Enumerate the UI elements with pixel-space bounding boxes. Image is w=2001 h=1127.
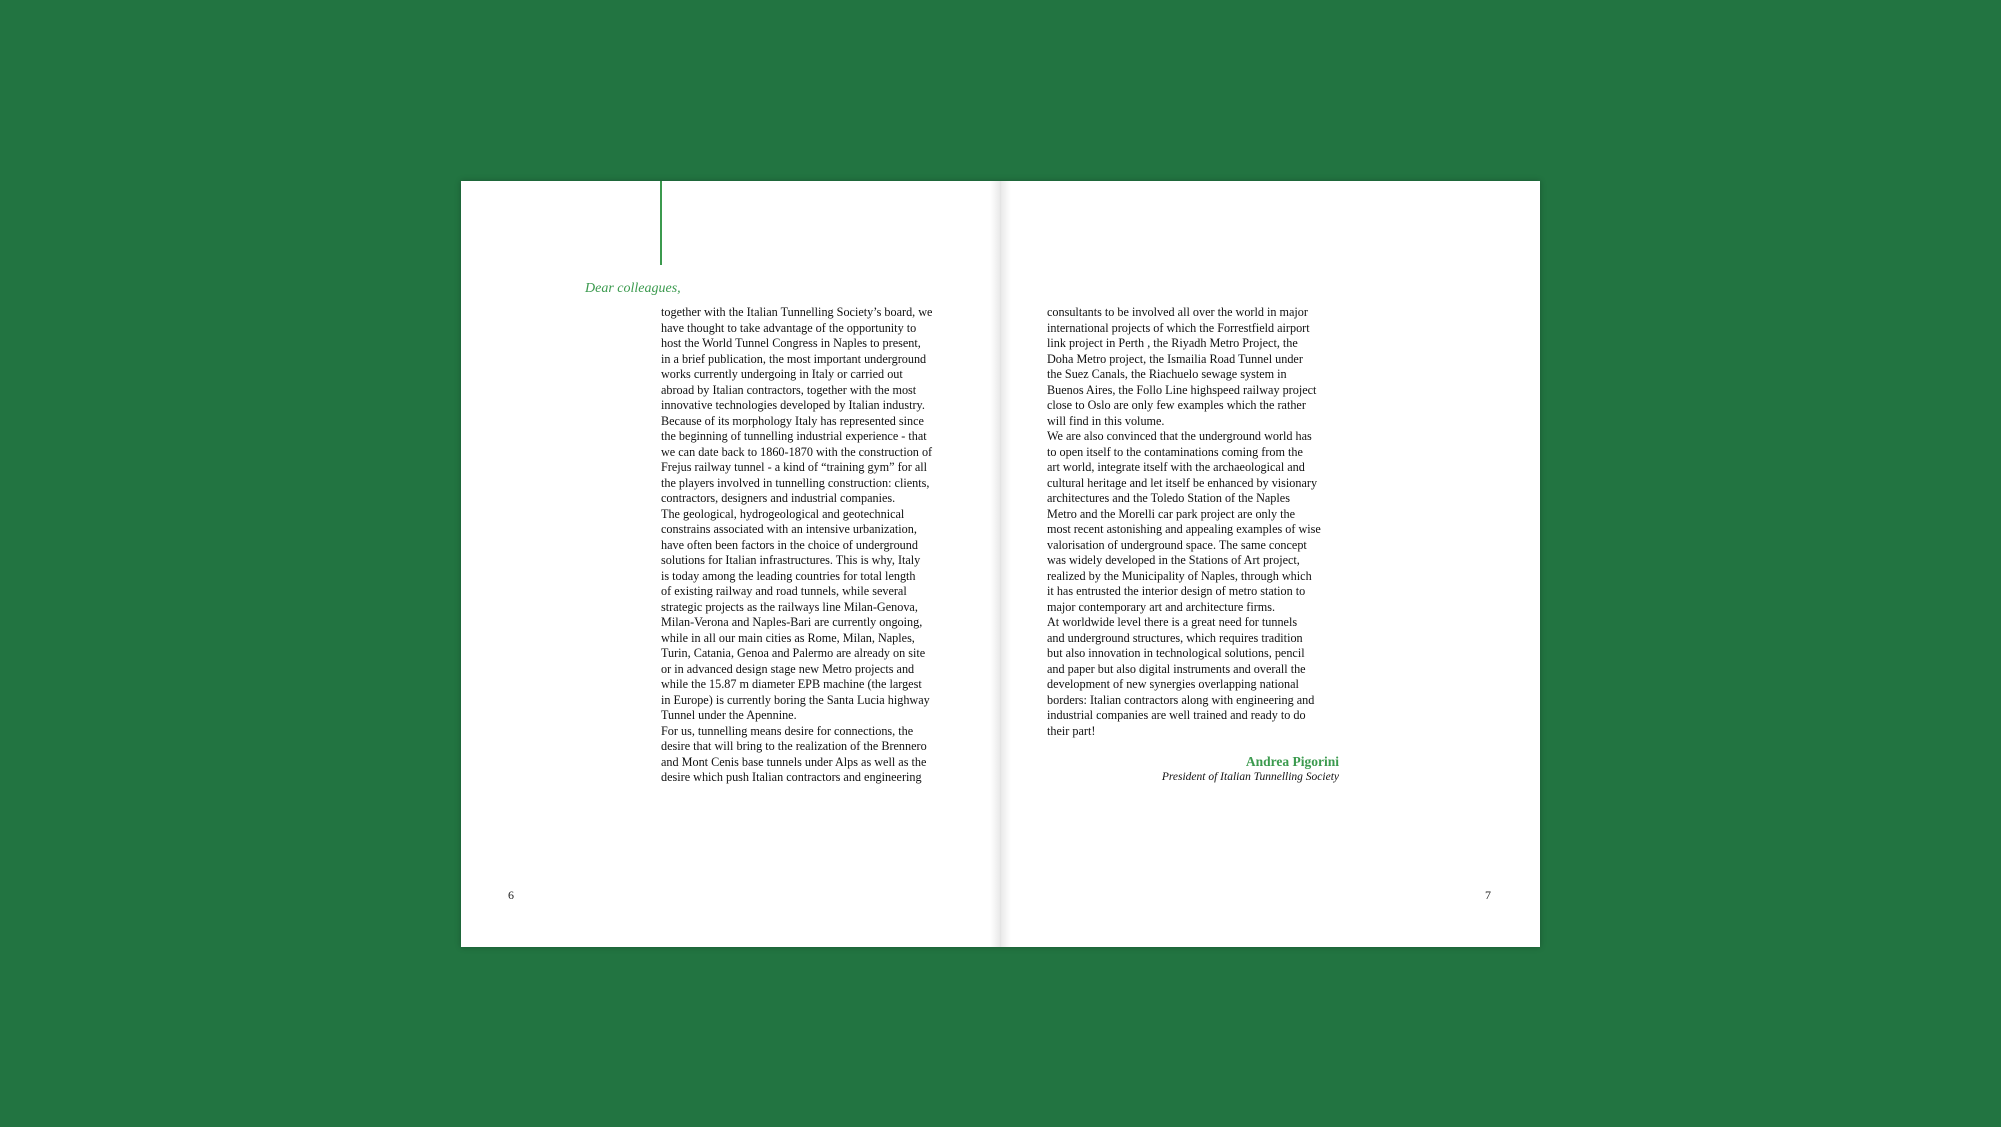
left-body-line: contractors, designers and industrial companies. (661, 491, 896, 505)
book-spread (461, 181, 1540, 947)
right-body-line: major contemporary art and architecture firms. (1047, 599, 1276, 614)
signature-name: Andrea Pigorini (1245, 754, 1339, 769)
left-body-line: solutions for Italian infrastructures. This is why, Italy (661, 553, 921, 567)
right-body-line: but also innovation in technological solutions, pencil (1047, 646, 1305, 660)
right-body-line: the Suez Canals, the Riachuelo sewage system in (1047, 367, 1287, 381)
right-body-line: was widely developed in the Stations of Art project, (1047, 553, 1300, 567)
right-body-line: consultants to be involved all over the world in major (1047, 305, 1308, 319)
right-body-line: international projects of which the Forrestfield airport (1047, 320, 1310, 335)
left-page-body (661, 305, 932, 786)
left-body-line: while in all our main cities as Rome, Milan, Naples, (661, 630, 915, 645)
right-body-line: art world, integrate itself with the archaeological and (1047, 460, 1305, 474)
right-body-line: to open itself to the contaminations coming from the (1047, 444, 1303, 459)
right-body-line: will find in this volume. (1047, 413, 1165, 428)
left-body-line: have thought to take advantage of the opportunity to (661, 320, 917, 335)
signature-title: President of Italian Tunnelling Society (1161, 771, 1339, 783)
right-body-line: realized by the Municipality of Naples, through which (1047, 568, 1312, 583)
left-body-line: Because of its morphology Italy has represented since (661, 413, 924, 428)
right-body-line: and paper but also digital instruments and overall the (1047, 661, 1306, 676)
left-body-line: in a brief publication, the most important underground (661, 351, 927, 366)
left-body-line: constrains associated with an intensive urbanization, (661, 522, 917, 536)
left-body-line: have often been factors in the choice of underground (661, 537, 918, 552)
right-body-line: close to Oslo are only few examples which the rather (1047, 398, 1306, 412)
right-body-line: Buenos Aires, the Follo Line highspeed railway project (1047, 382, 1317, 397)
left-body-line: host the World Tunnel Congress in Naples to present, (661, 336, 921, 350)
left-body-line: is today among the leading countries for total length (661, 568, 916, 583)
right-body-line: Doha Metro project, the Ismailia Road Tunnel under (1047, 351, 1303, 366)
left-body-line: strategic projects as the railways line Milan-Genova, (661, 599, 918, 614)
left-body-line: desire that will bring to the realization of the Brennero (661, 739, 927, 753)
left-body-line: innovative technologies developed by Italian industry. (661, 398, 925, 412)
left-body-line: Turin, Catania, Genoa and Palermo are already on site (661, 646, 926, 660)
right-body-line: architectures and the Toledo Station of the Naples (1047, 491, 1290, 505)
left-body-line: and Mont Cenis base tunnels under Alps as well as the (661, 754, 927, 769)
left-body-line: the beginning of tunnelling industrial experience - that (661, 429, 927, 443)
signature-block (1047, 754, 1339, 784)
right-body-line: industrial companies are well trained and ready to do (1047, 708, 1306, 722)
left-body-line: The geological, hydrogeological and geotechnical (661, 506, 905, 521)
right-body-line: borders: Italian contractors along with engineering and (1047, 692, 1315, 707)
left-body-line: Tunnel under the Apennine. (661, 708, 797, 722)
left-body-line: Milan-Verona and Naples-Bari are currently ongoing, (661, 615, 923, 629)
right-body-line: At worldwide level there is a great need for tunnels (1047, 615, 1298, 629)
right-body-line: link project in Perth , the Riyadh Metro Project, the (1047, 336, 1298, 350)
right-body-line: it has entrusted the interior design of metro station to (1047, 584, 1306, 598)
left-body-line: we can date back to 1860-1870 with the construction of (661, 444, 933, 459)
right-page-body (1047, 305, 1321, 739)
left-body-line: works currently undergoing in Italy or carried out (661, 367, 903, 381)
right-body-line: development of new synergies overlapping national (1047, 677, 1299, 691)
left-body-line: the players involved in tunnelling construction: clients, (661, 475, 930, 490)
right-body-line: most recent astonishing and appealing examples of wise (1047, 522, 1321, 536)
right-body-line: cultural heritage and let itself be enhanced by visionary (1047, 475, 1318, 490)
left-body-line: together with the Italian Tunnelling Society’s board, we (661, 305, 933, 319)
right-body-line: and underground structures, which requires tradition (1047, 630, 1303, 645)
left-body-line: For us, tunnelling means desire for connections, the (661, 723, 914, 738)
left-body-line: while the 15.87 m diameter EPB machine (the largest (661, 677, 922, 691)
right-body-line: their part! (1047, 723, 1096, 738)
right-body-line: We are also convinced that the underground world has (1047, 429, 1312, 443)
left-body-line: in Europe) is currently boring the Santa Lucia highway (661, 692, 930, 707)
left-body-line: desire which push Italian contractors and engineering (661, 770, 922, 784)
left-body-line: Frejus railway tunnel - a kind of “training gym” for all (661, 460, 928, 474)
green-vertical-rule (660, 181, 662, 265)
left-body-line: of existing railway and road tunnels, while several (661, 584, 907, 598)
left-body-line: abroad by Italian contractors, together with the most (661, 382, 917, 397)
page-number-right: 7 (1485, 888, 1491, 902)
page-number-left: 6 (508, 888, 514, 902)
right-body-line: Metro and the Morelli car park project are only the (1047, 506, 1296, 521)
salutation: Dear colleagues, (585, 281, 681, 296)
left-body-line: or in advanced design stage new Metro projects and (661, 661, 915, 676)
page-gutter (990, 181, 1011, 947)
right-body-line: valorisation of underground space. The same concept (1047, 537, 1307, 552)
